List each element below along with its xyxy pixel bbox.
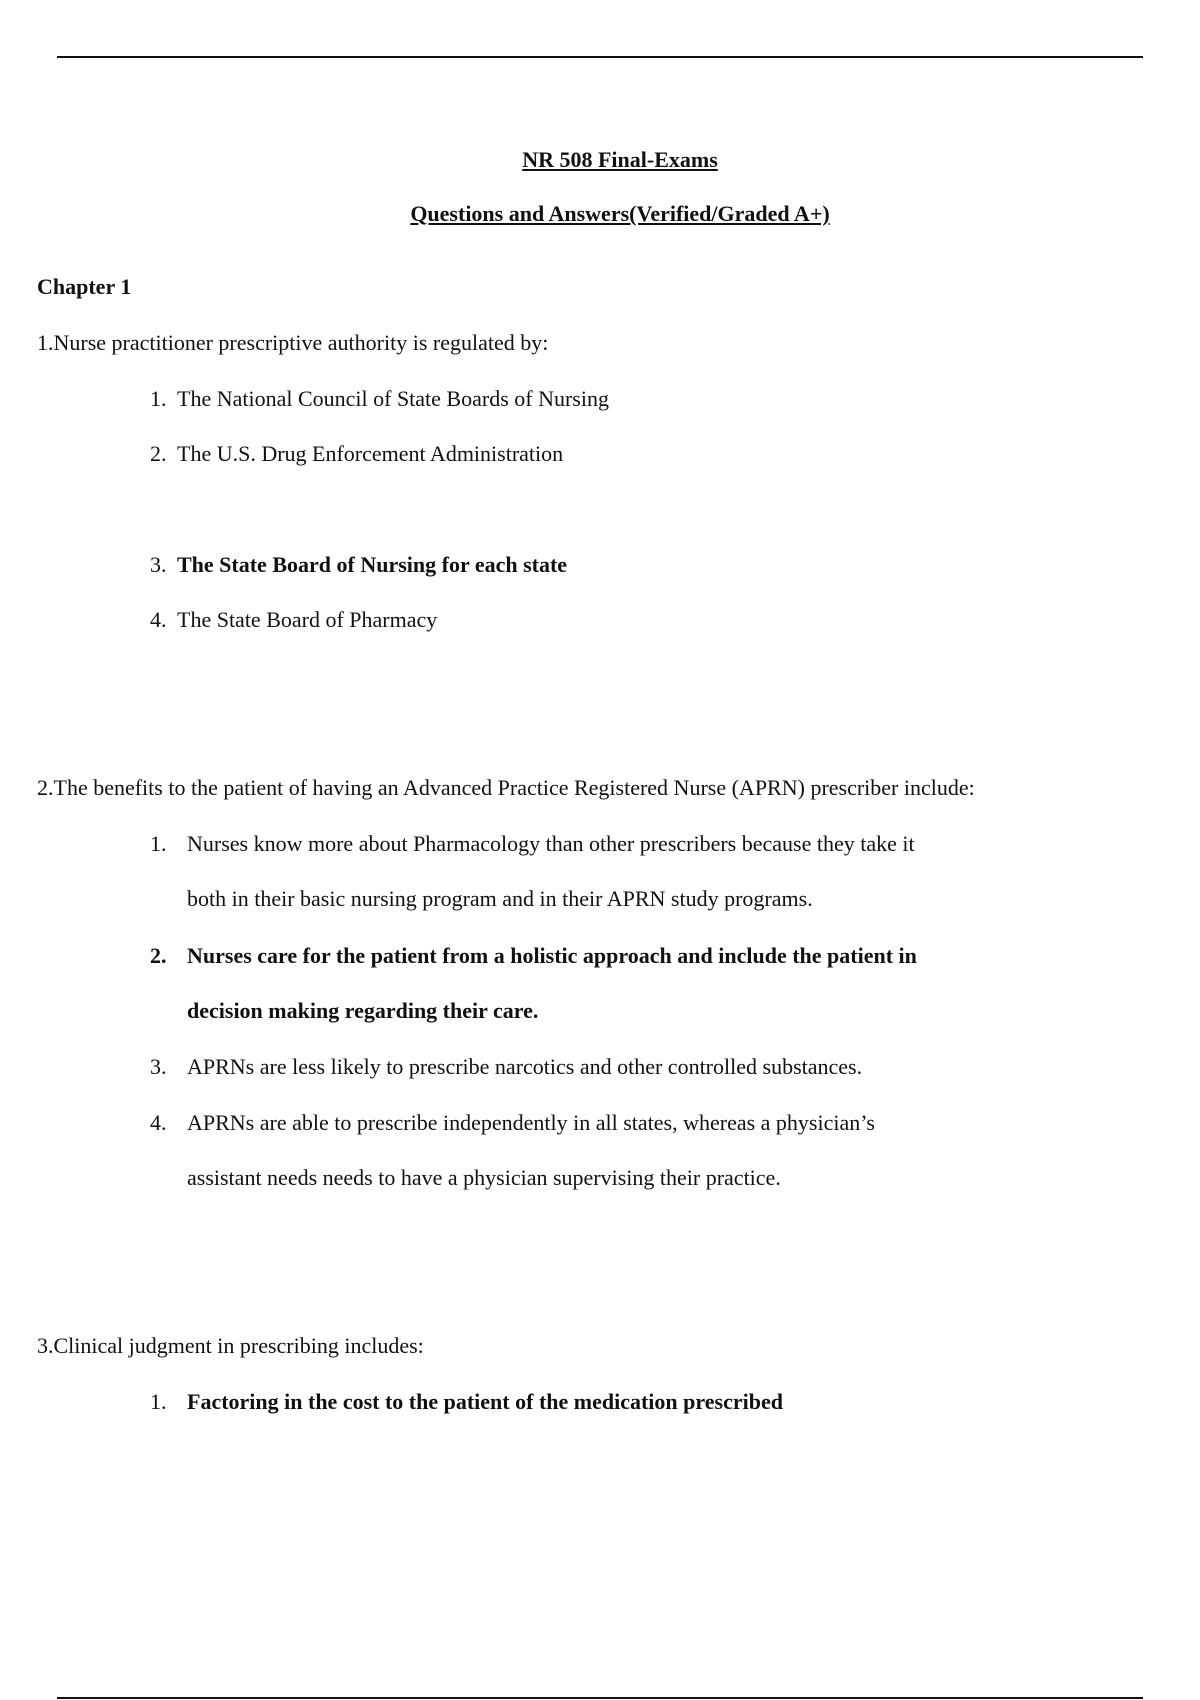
option-number: 4. bbox=[150, 607, 167, 632]
footer-rule bbox=[57, 1697, 1143, 1699]
option-number: 2. bbox=[150, 441, 167, 466]
option-text-correct: Nurses care for the patient from a holistic approach and include the patient in bbox=[187, 943, 917, 968]
chapter-heading: Chapter 1 bbox=[37, 274, 132, 299]
option-text-continued: assistant needs needs to have a physician supervising their practice. bbox=[187, 1165, 781, 1190]
option-number: 1. bbox=[150, 386, 167, 411]
option-number: 3. bbox=[150, 552, 167, 577]
option-text: APRNs are able to prescribe independently in all states, whereas a physician’s bbox=[187, 1110, 875, 1135]
option-text-continued: decision making regarding their care. bbox=[187, 998, 539, 1023]
question-3-prompt: 3.Clinical judgment in prescribing includes: bbox=[37, 1333, 424, 1358]
header-rule bbox=[57, 56, 1143, 58]
document-title: NR 508 Final-Exams bbox=[522, 147, 718, 172]
option-text: The U.S. Drug Enforcement Administration bbox=[177, 441, 564, 466]
option-number: 3. bbox=[150, 1054, 167, 1079]
option-text: APRNs are less likely to prescribe narcotics and other controlled substances. bbox=[187, 1054, 863, 1079]
option-text-continued: both in their basic nursing program and in their APRN study programs. bbox=[187, 886, 813, 911]
option-text-correct: Factoring in the cost to the patient of the medication prescribed bbox=[187, 1389, 783, 1414]
question-1-prompt: 1.Nurse practitioner prescriptive authority is regulated by: bbox=[37, 330, 549, 355]
question-2-prompt: 2.The benefits to the patient of having an Advanced Practice Registered Nurse (APRN) prescriber include: bbox=[37, 775, 975, 800]
option-text: The National Council of State Boards of Nursing bbox=[177, 386, 609, 411]
option-number: 2. bbox=[150, 943, 167, 968]
option-text: Nurses know more about Pharmacology than other prescribers because they take it bbox=[187, 831, 915, 856]
option-text: The State Board of Pharmacy bbox=[177, 607, 438, 632]
option-number: 1. bbox=[150, 831, 167, 856]
option-number: 1. bbox=[150, 1389, 167, 1414]
option-number: 4. bbox=[150, 1110, 167, 1135]
option-text-correct: The State Board of Nursing for each state bbox=[177, 552, 568, 577]
document-subtitle: Questions and Answers(Verified/Graded A+) bbox=[410, 201, 830, 226]
